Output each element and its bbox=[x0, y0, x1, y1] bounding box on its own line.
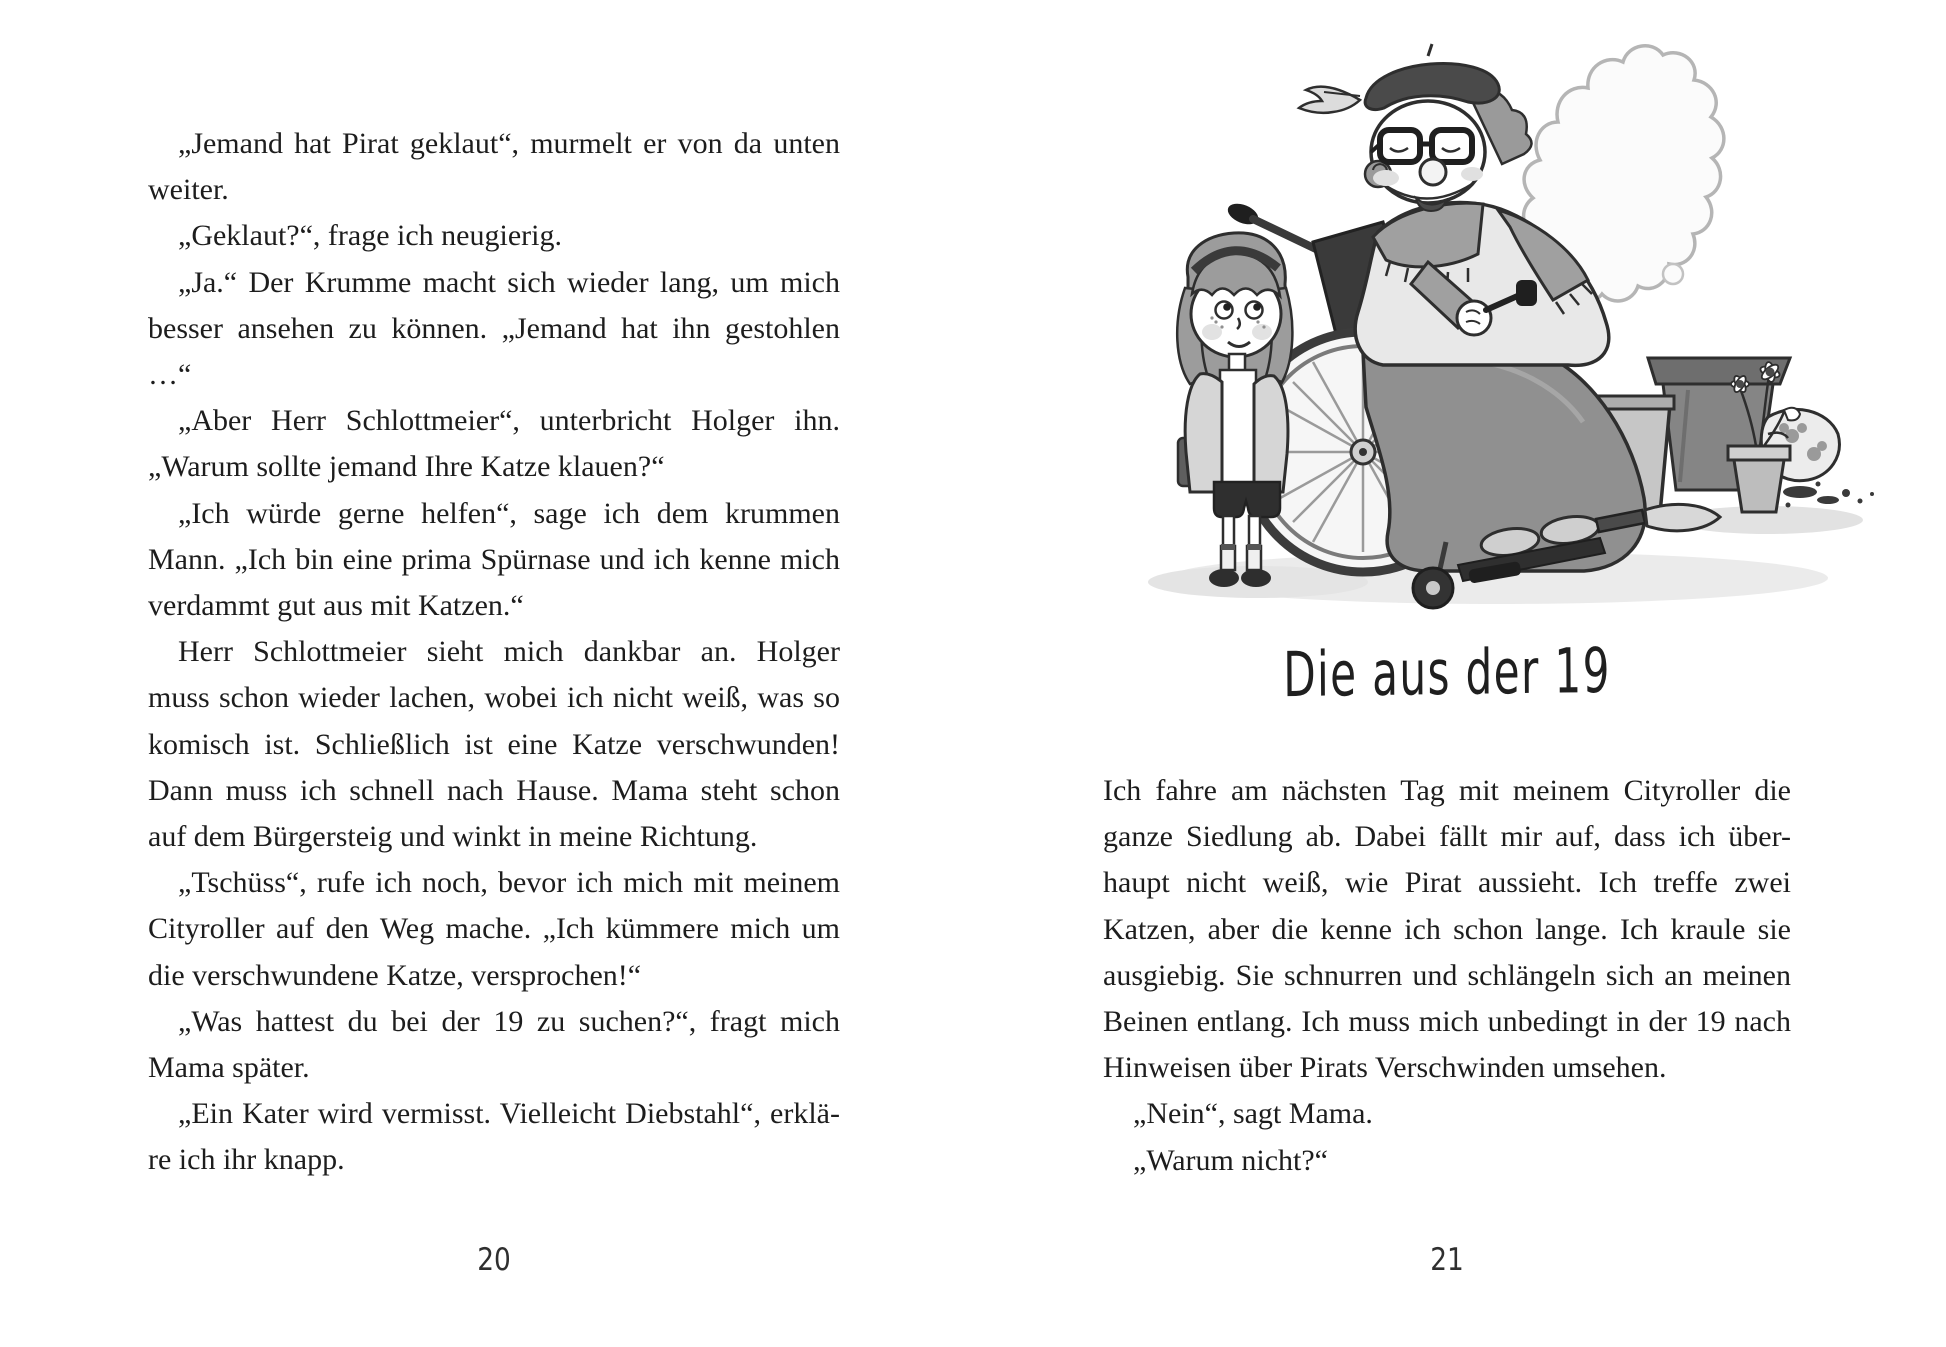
text-line: Dann muss ich schnell nach Hause. Mama steht schon bbox=[148, 773, 840, 807]
text-line: Mama später. bbox=[148, 1051, 310, 1085]
chapter-title: Die aus der 19 bbox=[1283, 633, 1611, 712]
illustration-girl-and-wheelchair-woman bbox=[1128, 22, 1880, 626]
text-line: ganze Siedlung ab. Dabei fällt mir auf, dass ich über- bbox=[1103, 820, 1791, 854]
text-line: „Ich würde gerne helfen“, sage ich dem krummen bbox=[178, 496, 840, 530]
text-line: „Jemand hat Pirat geklaut“, murmelt er von da unten bbox=[178, 127, 840, 160]
text-line: muss schon wieder lachen, wobei ich nicht weiß, was so bbox=[148, 681, 840, 715]
text-line: Katzen, aber die kenne ich schon lange. Ich kraule sie bbox=[1103, 912, 1791, 946]
text-line: Hinweisen über Pirats Verschwinden umsehen. bbox=[1103, 1051, 1667, 1085]
text-line: „Ja.“ Der Krumme macht sich wieder lang, um mich bbox=[178, 265, 840, 299]
text-line: „Geklaut?“, frage ich neugierig. bbox=[178, 219, 562, 253]
text-line: Herr Schlottmeier sieht mich dankbar an. Holger bbox=[178, 635, 840, 669]
page-number-right: 21 bbox=[1430, 1242, 1464, 1278]
glasses bbox=[1371, 130, 1472, 162]
text-line: ausgiebig. Sie schnurren und schlängeln sich an meinen bbox=[1103, 958, 1791, 992]
text-line: besser ansehen zu können. „Jemand hat ihn gestohlen …“ bbox=[148, 311, 840, 392]
text-line: komisch ist. Schließlich ist eine Katze verschwunden! bbox=[148, 727, 840, 761]
text-line: weiter. bbox=[148, 173, 229, 207]
page-number-left: 20 bbox=[477, 1242, 511, 1278]
text-line: „Ein Kater wird vermisst. Vielleicht Diebstahl“, erklä- bbox=[178, 1097, 840, 1131]
soil-scatter bbox=[1783, 482, 1874, 508]
text-line: Ich fahre am nächsten Tag mit meinem Cityroller die bbox=[1103, 774, 1791, 807]
text-line: „Warum nicht?“ bbox=[1133, 1143, 1328, 1177]
text-line: die verschwundene Katze, versprochen!“ bbox=[148, 958, 642, 992]
text-line: verdammt gut aus mit Katzen.“ bbox=[148, 589, 524, 623]
right-page-text bbox=[1103, 768, 1791, 1184]
text-line: Beinen entlang. Ich muss mich unbedingt in der 19 nach bbox=[1103, 1005, 1791, 1039]
feather bbox=[1299, 87, 1360, 113]
left-page-text bbox=[148, 121, 840, 1184]
text-line: „Tschüss“, rufe ich noch, bevor ich mich mit meinem bbox=[178, 866, 840, 900]
text-line: „Was hattest du bei der 19 zu suchen?“, fragt mich bbox=[178, 1004, 840, 1038]
text-line: „Warum sollte jemand Ihre Katze klauen?“ bbox=[148, 450, 665, 484]
text-line: „Nein“, sagt Mama. bbox=[1133, 1097, 1373, 1131]
text-line: Mann. „Ich bin eine prima Spürnase und ich kenne mich bbox=[148, 542, 840, 576]
text-line: „Aber Herr Schlottmeier“, unterbricht Holger ihn. bbox=[178, 404, 840, 438]
text-line: re ich ihr knapp. bbox=[148, 1143, 345, 1177]
text-line: Cityroller auf den Weg mache. „Ich kümmere mich um bbox=[148, 912, 840, 946]
text-line: haupt nicht weiß, wie Pirat aussieht. Ich treffe zwei bbox=[1103, 866, 1791, 900]
pipe-bowl bbox=[1516, 280, 1537, 306]
text-line: auf dem Bürgersteig und winkt in meine Richtung. bbox=[148, 820, 758, 854]
